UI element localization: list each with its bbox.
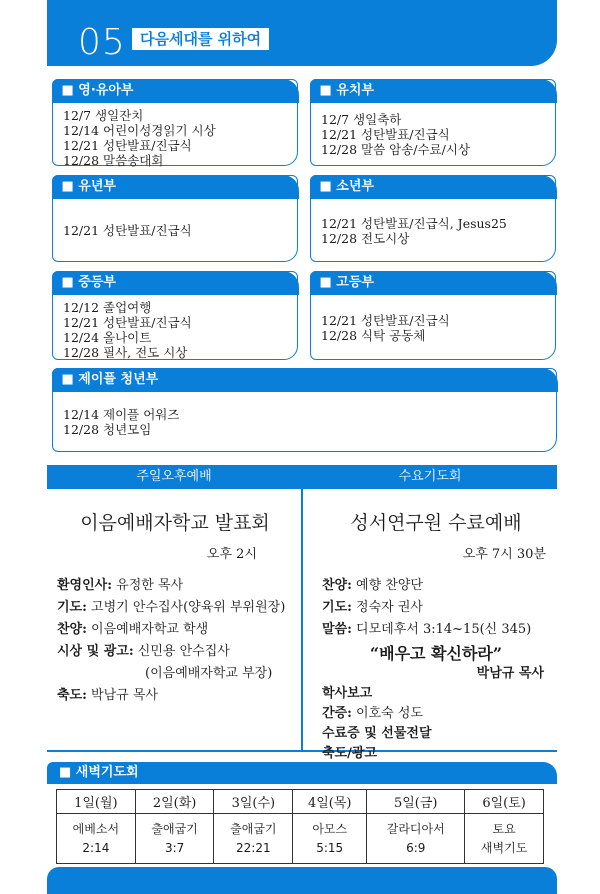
table-cell: 토요 새벽기도 [465,814,544,864]
dawn-prayer-table [56,789,544,864]
dept-infant-box [52,79,298,166]
table-header-cell: 4일(목) [293,790,367,814]
order-item: 수료증 및 선물전달 [322,726,432,741]
dept-elementary-old-body [321,176,549,261]
section-title: 다음세대를 위하여 [132,28,269,50]
sunday-service-title: 이음예배자학교 발표회 [80,512,270,534]
order-item: (이음예배자학교 부장) [145,666,273,681]
dept-kinder-body [321,80,549,165]
list-item: 12/21 성탄발표/진급식 [63,138,192,153]
footer-band [47,867,557,894]
dept-elementary-old-box [310,175,556,262]
list-item: 12/28 전도시상 [321,230,410,246]
dept-high-box [310,271,556,360]
dept-elementary-young-box [52,175,298,262]
dept-youth-box [52,368,557,452]
order-item: 간증: 이호숙 성도 [322,706,423,721]
table-header-cell: 1일(월) [57,790,136,814]
table-cell: 아모스 5:15 [293,814,367,864]
list-item: 12/7 생일잔치 [63,108,144,123]
order-item: 축도/광고 [322,746,377,761]
dept-middle-body [63,300,291,360]
dept-youth-body [63,369,550,451]
preacher: 박남규 목사 [476,666,544,681]
wednesday-service-order [322,575,550,641]
wednesday-service-time: 오후 7시 30분 [462,547,546,562]
dept-elementary-old-title: ■ 소년부 [310,175,557,199]
section-number: 05 [78,22,126,63]
order-item: 축도: 박남규 목사 [57,688,158,703]
order-item: 찬양: 이음예배자학교 학생 [57,622,209,637]
dept-middle-title: ■ 중등부 [52,271,299,295]
dept-elementary-young-title: ■ 유년부 [52,175,299,199]
table-header-row [57,790,544,814]
order-item: 기도: 고병기 안수집사(양육위 부위원장) [57,600,286,615]
dept-elementary-young-body [63,176,291,261]
list-item: 12/28 필사, 전도 시상 [63,345,188,360]
table-cell: 에베소서 2:14 [57,814,136,864]
sunday-service-header: 주일오후예배 [47,465,301,489]
list-item: 12/14 어린이성경읽기 시상 [63,123,216,138]
list-item: 12/28 말씀송대회 [63,153,164,168]
wednesday-service [322,508,550,764]
list-item: 12/14 제이플 어워즈 [63,407,180,422]
order-item: 학사보고 [322,686,373,701]
dept-kinder-title: ■ 유치부 [310,79,557,103]
table-row [57,814,544,864]
order-item: 말씀: 디모데후서 3:14~15(신 345) [322,622,532,637]
dept-youth-title: ■ 제이플 청년부 [52,368,558,392]
table-cell: 출애굽기 3:7 [135,814,214,864]
dept-kinder-box [310,79,556,166]
list-item: 12/21 성탄발표/진급식, Jesus25 [321,215,507,231]
sunday-service-order [57,575,293,707]
service-divider [301,465,303,752]
list-item: 12/21 성탄발표/진급식 [321,127,450,142]
list-item: 12/28 청년모임 [63,422,152,437]
sermon-title: “배우고 확신하라” [369,644,503,663]
table-cell: 갈라디아서 6:9 [367,814,465,864]
table-header-cell: 3일(수) [214,790,293,814]
wednesday-service-title: 성서연구원 수료예배 [350,512,522,534]
table-header-cell: 5일(금) [367,790,465,814]
list-item: 12/12 졸업여행 [63,300,152,315]
wednesday-service-header: 수요기도회 [303,465,557,489]
table-header-cell: 2일(화) [135,790,214,814]
order-item: 기도: 정숙자 권사 [322,600,423,615]
order-item: 시상 및 광고: 신민용 안수집사 [57,644,230,659]
table-header-cell: 6일(토) [465,790,544,814]
dept-infant-title: ■ 영·유아부 [52,79,299,103]
dawn-prayer-title: ■ 새벽기도회 [47,762,557,784]
sunday-service [57,508,293,707]
list-item: 12/21 성탄발표/진급식 [321,312,450,328]
list-item: 12/7 생일축하 [321,112,402,127]
table-cell: 출애굽기 22:21 [214,814,293,864]
sunday-service-time: 오후 2시 [206,547,257,562]
order-item: 환영인사: 유정한 목사 [57,578,184,593]
list-item: 12/24 올나이트 [63,330,152,345]
list-item: 12/28 말씀 암송/수료/시상 [321,142,470,157]
list-item: 12/21 성탄발표/진급식 [63,315,192,330]
dept-high-body [321,272,549,359]
list-item: 12/28 식탁 공동체 [321,327,426,343]
dept-high-title: ■ 고등부 [310,271,557,295]
dept-infant-body [63,108,291,168]
dept-middle-box [52,271,298,360]
order-item: 찬양: 예향 찬양단 [322,578,423,593]
wednesday-service-after [322,684,550,764]
list-item: 12/21 성탄발표/진급식 [63,223,192,238]
